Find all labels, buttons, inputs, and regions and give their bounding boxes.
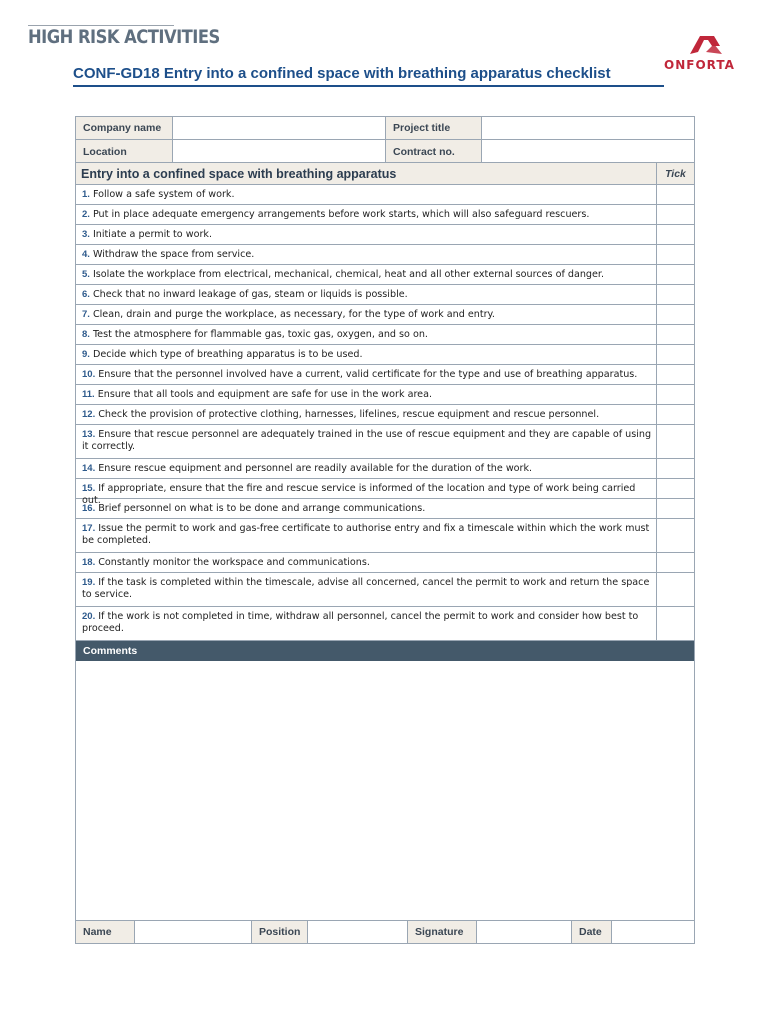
checklist-item (76, 245, 694, 265)
checklist-item-text (76, 499, 657, 518)
checklist-item (76, 225, 694, 245)
tick-checkbox[interactable] (657, 607, 694, 641)
checklist-item (76, 305, 694, 325)
comments-section (75, 640, 695, 944)
project-title-field[interactable] (482, 117, 694, 139)
checklist-item-number: 5. (82, 269, 90, 280)
checklist-item-number: 15. (82, 483, 96, 494)
checklist-item-number: 16. (82, 503, 96, 514)
checklist-item-number: 1. (82, 189, 90, 200)
checklist-item (76, 479, 694, 506)
checklist-item-label: Isolate the workplace from electrical, mechanical, chemical, heat and all other external sources of danger. (92, 269, 605, 280)
tick-checkbox[interactable] (657, 225, 694, 244)
tick-checkbox[interactable] (657, 385, 694, 404)
checklist-item-number: 14. (82, 463, 96, 474)
checklist-item-text (76, 365, 657, 384)
document-title: CONF-GD18 Entry into a confined space with breathing apparatus checklist (73, 65, 611, 82)
checklist-item-label: Ensure that the personnel involved have a current, valid certificate for the type and use of breathing apparatus. (98, 369, 638, 380)
checklist-item-text (76, 607, 657, 641)
checklist-item-number: 11. (82, 389, 95, 400)
checklist-item-label: Issue the permit to work and gas-free certificate to authorise entry and fix a timescale within which the work must be completed. (82, 523, 650, 546)
tick-checkbox[interactable] (657, 573, 694, 606)
checklist-item-label: Brief personnel on what is to be done and arrange communications. (98, 503, 426, 514)
tick-checkbox[interactable] (657, 245, 694, 264)
logo-wordmark: ONFORTA (664, 58, 735, 72)
checklist-item-label: Clean, drain and purge the workplace, as necessary, for the type of work and entry. (92, 309, 495, 320)
checklist-item-text (76, 385, 657, 404)
checklist-item-number: 7. (82, 309, 90, 320)
checklist-item-number: 8. (82, 329, 90, 340)
location-label: Location (76, 140, 173, 163)
tick-checkbox[interactable] (657, 365, 694, 384)
tick-checkbox[interactable] (657, 553, 694, 572)
tick-checkbox[interactable] (657, 479, 694, 498)
tick-checkbox[interactable] (657, 205, 694, 224)
checklist-header (76, 163, 694, 185)
checklist-item (76, 425, 694, 459)
contract-no-label: Contract no. (386, 140, 482, 163)
tick-checkbox[interactable] (657, 345, 694, 364)
checklist-item-number: 6. (82, 289, 90, 300)
tick-checkbox[interactable] (657, 265, 694, 284)
company-name-label: Company name (76, 117, 173, 139)
checklist-item (76, 499, 694, 519)
checklist-item-text (76, 405, 657, 424)
tick-checkbox[interactable] (657, 185, 694, 204)
checklist-item (76, 459, 694, 479)
checklist-item-text (76, 573, 657, 606)
checklist-item (76, 553, 694, 573)
checklist-item (76, 385, 694, 405)
checklist-items (76, 185, 694, 641)
info-row (76, 140, 694, 163)
checklist-item-text (76, 459, 657, 478)
section-title: HIGH RISK ACTIVITIES (28, 26, 220, 48)
checklist-item-number: 17. (82, 523, 96, 534)
checklist-item (76, 205, 694, 225)
checklist-heading: Entry into a confined space with breathing apparatus (76, 163, 657, 184)
checklist-item-text (76, 345, 657, 364)
tick-checkbox[interactable] (657, 405, 694, 424)
checklist-item-number: 3. (82, 229, 90, 240)
position-label: Position (252, 921, 308, 943)
tick-checkbox[interactable] (657, 499, 694, 518)
checklist-item-label: Initiate a permit to work. (92, 229, 212, 240)
checklist-item-text (76, 325, 657, 344)
contract-no-field[interactable] (482, 140, 694, 163)
checklist-item-label: Check that no inward leakage of gas, steam or liquids is possible. (92, 289, 408, 300)
checklist-item (76, 325, 694, 345)
checklist-item-text (76, 553, 657, 572)
tick-checkbox[interactable] (657, 305, 694, 324)
checklist-item (76, 607, 694, 641)
checklist-item (76, 265, 694, 285)
checklist-item-number: 9. (82, 349, 90, 360)
checklist-item-text (76, 285, 657, 304)
checklist-item-label: If the work is not completed in time, withdraw all personnel, cancel the permit to work and consider how best to proceed. (82, 611, 639, 634)
checklist-item-label: Ensure that all tools and equipment are safe for use in the work area. (97, 389, 433, 400)
date-field[interactable] (612, 921, 694, 943)
checklist-table (75, 162, 695, 642)
checklist-item-label: Check the provision of protective clothing, harnesses, lifelines, rescue equipment and rescue personnel. (98, 409, 600, 420)
comments-field[interactable] (76, 661, 694, 920)
date-label: Date (572, 921, 612, 943)
signature-field[interactable] (477, 921, 572, 943)
checklist-item-number: 19. (82, 577, 96, 588)
company-name-field[interactable] (173, 117, 386, 139)
project-title-label: Project title (386, 117, 482, 139)
tick-checkbox[interactable] (657, 425, 694, 458)
checklist-item-label: Withdraw the space from service. (92, 249, 255, 260)
location-field[interactable] (173, 140, 386, 163)
checklist-item-number: 4. (82, 249, 90, 260)
tick-checkbox[interactable] (657, 285, 694, 304)
checklist-item-text (76, 479, 657, 506)
checklist-item (76, 345, 694, 365)
name-label: Name (76, 921, 135, 943)
checklist-item-number: 12. (82, 409, 96, 420)
position-field[interactable] (308, 921, 408, 943)
checklist-item-text (76, 519, 657, 552)
checklist-item-text (76, 425, 657, 458)
checklist-item-text (76, 205, 657, 224)
checklist-item-number: 13. (82, 429, 96, 440)
info-row (76, 117, 694, 140)
tick-checkbox[interactable] (657, 519, 694, 552)
title-underline (73, 85, 664, 87)
checklist-item-text (76, 185, 657, 204)
checklist-item-text (76, 245, 657, 264)
checklist-item-label: Constantly monitor the workspace and communications. (98, 557, 370, 568)
comments-label: Comments (76, 641, 694, 661)
checklist-item (76, 365, 694, 385)
project-info-table (75, 116, 695, 164)
checklist-item-label: If appropriate, ensure that the fire and rescue service is informed of the location and type of work being carried out. (82, 483, 636, 506)
checklist-item-label: Test the atmosphere for flammable gas, toxic gas, oxygen, and so on. (92, 329, 428, 340)
tick-column-header: Tick (665, 167, 686, 180)
checklist-item (76, 185, 694, 205)
checklist-item-label: Ensure rescue equipment and personnel are readily available for the duration of the work. (98, 463, 533, 474)
checklist-item-number: 2. (82, 209, 90, 220)
checklist-item-text (76, 225, 657, 244)
checklist-item-text (76, 265, 657, 284)
checklist-item-label: Ensure that rescue personnel are adequately trained in the use of rescue equipment and they are capable of using it correctly. (82, 429, 652, 452)
checklist-item-text (76, 305, 657, 324)
checklist-item (76, 573, 694, 607)
checklist-item-label: Follow a safe system of work. (92, 189, 235, 200)
checklist-item-label: If the task is completed within the timescale, advise all concerned, cancel the permit to work and return the space to service. (82, 577, 650, 600)
checklist-item-number: 18. (82, 557, 96, 568)
checklist-item-label: Put in place adequate emergency arrangements before work starts, which will also safeguard rescuers. (92, 209, 590, 220)
checklist-item (76, 285, 694, 305)
checklist-item (76, 519, 694, 553)
name-field[interactable] (135, 921, 252, 943)
checklist-item-number: 10. (82, 369, 96, 380)
tick-checkbox[interactable] (657, 459, 694, 478)
signature-label: Signature (408, 921, 477, 943)
tick-checkbox[interactable] (657, 325, 694, 344)
checklist-item (76, 405, 694, 425)
signoff-row (75, 920, 695, 944)
checklist-item-label: Decide which type of breathing apparatus is to be used. (92, 349, 363, 360)
checklist-item-number: 20. (82, 611, 96, 622)
